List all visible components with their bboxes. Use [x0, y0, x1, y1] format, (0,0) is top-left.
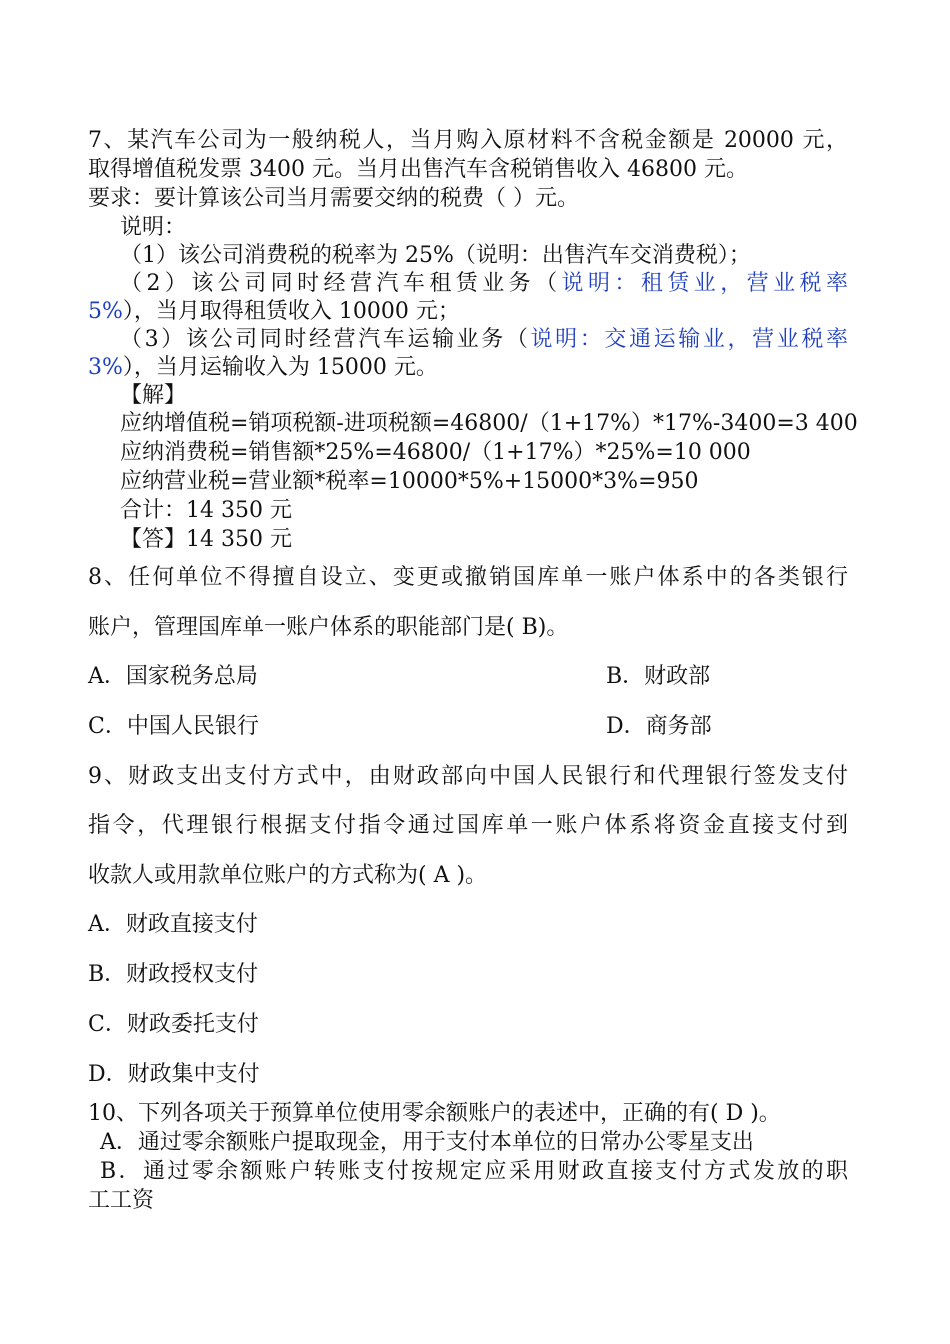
q9-option-a: A．财政直接支付	[88, 912, 258, 937]
q9-line-2: 指令，代理银行根据支付指令通过国库单一账户体系将资金直接支付到	[88, 813, 848, 838]
q10-line-1: 10、下列各项关于预算单位使用零余额账户的表述中，正确的有( D )。	[88, 1101, 781, 1126]
q7-requirement: 要求：要计算该公司当月需要交纳的税费（ ）元。	[88, 186, 579, 211]
q8-line-2: 账户，管理国库单一账户体系的职能部门是( B)。	[88, 615, 569, 640]
q8-option-c: C．中国人民银行	[88, 714, 259, 739]
q7-line-1: 7、某汽车公司为一般纳税人，当月购入原材料不含税金额是 20000 元，	[88, 128, 848, 153]
q9-option-b: B．财政授权支付	[88, 962, 259, 987]
q7-note-1: （1）该公司消费税的税率为 25%（说明：出售汽车交消费税）；	[120, 243, 751, 268]
q7-note-label: 说明：	[120, 215, 187, 240]
q8-option-a: A．国家税务总局	[88, 664, 258, 689]
q7-note-3-prefix: （3）该公司同时经营汽车运输业务（	[120, 327, 531, 352]
q7-note-2-cont	[88, 298, 460, 326]
q7-total: 合计：14 350 元	[120, 498, 292, 523]
q7-note-2-blue-text: 说明：租赁业，营业税率	[561, 271, 848, 296]
q7-calc-business-tax: 应纳营业税=营业额*税率=10000*5%+15000*3%=950	[120, 469, 699, 494]
q7-note-2-suffix: ），当月取得租赁收入 10000 元；	[122, 299, 460, 324]
q7-calc-consumption-tax: 应纳消费税=销售额*25%=46800/（1+17%）*25%=10 000	[120, 440, 751, 465]
q9-line-3: 收款人或用款单位账户的方式称为( A )。	[88, 863, 488, 888]
q7-note-3-suffix: ），当月运输收入为 15000 元。	[122, 355, 438, 380]
q8-option-d: D．商务部	[606, 714, 712, 739]
q7-note-2-line	[120, 270, 848, 298]
q7-line-2: 取得增值税发票 3400 元。当月出售汽车含税销售收入 46800 元。	[88, 157, 748, 182]
q7-calc-vat: 应纳增值税=销项税额-进项税额=46800/（1+17%）*17%-3400=3 400	[120, 411, 858, 436]
q9-line-1: 9、财政支出支付方式中，由财政部向中国人民银行和代理银行签发支付	[88, 764, 848, 789]
q10-option-a: A．通过零余额账户提取现金，用于支付本单位的日常办公零星支出	[100, 1130, 754, 1155]
q7-note-3-blue-text: 说明：交通运输业，营业税率	[530, 327, 848, 352]
q7-note-3-line	[120, 326, 848, 354]
q10-option-b-line-1: B．通过零余额账户转账支付按规定应采用财政直接支付方式发放的职	[100, 1159, 848, 1184]
q8-option-b: B．财政部	[606, 664, 711, 689]
q7-note-2-rate: 5%	[88, 299, 123, 324]
q7-note-3-rate: 3%	[88, 355, 123, 380]
q9-option-d: D．财政集中支付	[88, 1062, 260, 1087]
q7-note-2-prefix: （2）该公司同时经营汽车租赁业务（	[120, 271, 562, 296]
q8-line-1: 8、任何单位不得擅自设立、变更或撤销国库单一账户体系中的各类银行	[88, 565, 848, 590]
q7-solution-label: 【解】	[120, 383, 187, 408]
q9-option-c: C．财政委托支付	[88, 1012, 259, 1037]
q7-note-3-cont	[88, 354, 438, 382]
q7-answer: 【答】14 350 元	[120, 527, 292, 552]
q10-option-b-line-2: 工工资	[88, 1188, 155, 1213]
